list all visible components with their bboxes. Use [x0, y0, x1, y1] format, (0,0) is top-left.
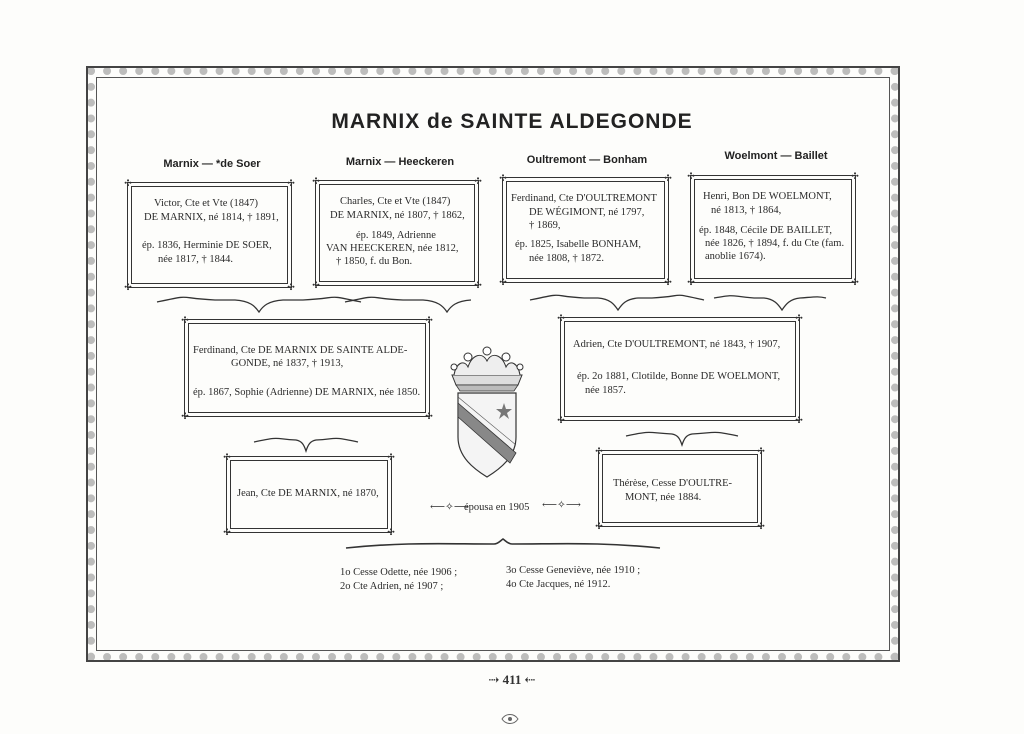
line: Jean, Cte DE MARNIX, né 1870, — [237, 488, 379, 499]
box-charles-de-marnix: ✣ ✣ ✣ ✣ Charles, Cte et Vte (1847) DE MARNIX, né 1807, † 1862, ép. 1849, Adrienne VAN HEECKEREN, née 1812, † 1850, f. du Bon. — [312, 176, 482, 290]
brace-marnix-pair — [155, 292, 475, 316]
header-marnix-de-soer: Marnix — *de Soer — [163, 158, 261, 170]
marriage-label: épousa en 1905 — [464, 502, 530, 513]
line: ép. 1836, Herminie DE SOER, — [142, 240, 272, 251]
box-ferdinand-de-marnix: ✣ ✣ ✣ ✣ Ferdinand, Cte DE MARNIX DE SAINTE ALDE- GONDE, né 1837, † 1913, ép. 1867, Sophie (Adrienne) DE MARNIX, née 1850. — [181, 315, 433, 421]
child-adrien: 2o Cte Adrien, né 1907 ; — [340, 581, 444, 592]
line: ép. 1849, Adrienne — [356, 230, 436, 241]
box-ferdinand-doultremont: ✣ ✣ ✣ ✣ Ferdinand, Cte D'OULTREMONT DE WÉGIMONT, né 1797, † 1869, ép. 1825, Isabelle BONHAM, née 1808, † 1872. — [499, 173, 672, 287]
box-adrien-doultremont: ✣ ✣ ✣ ✣ Adrien, Cte D'OULTREMONT, né 1843, † 1907, ép. 2o 1881, Clotilde, Bonne DE WOELMONT, née 1857. — [557, 313, 803, 425]
child-genevieve: 3o Cesse Geneviève, née 1910 ; — [506, 565, 641, 576]
brace-therese — [624, 428, 740, 448]
line: Ferdinand, Cte DE MARNIX DE SAINTE ALDE- — [193, 345, 408, 356]
child-jacques: 4o Cte Jacques, né 1912. — [506, 579, 611, 590]
footer-ornament-icon — [500, 712, 520, 726]
line: DE WÉGIMONT, né 1797, — [529, 207, 645, 218]
line: DE MARNIX, né 1807, † 1862, — [330, 210, 465, 221]
line: ép. 1825, Isabelle BONHAM, — [515, 239, 641, 250]
line: née 1826, † 1894, f. du Cte (fam. — [705, 238, 845, 249]
line: Victor, Cte et Vte (1847) — [154, 198, 259, 209]
brace-jean — [252, 434, 360, 454]
header-woelmont-baillet: Woelmont — Baillet — [724, 150, 828, 162]
line: Adrien, Cte D'OULTREMONT, né 1843, † 1907, — [573, 339, 781, 350]
page-number-value: 411 — [502, 672, 522, 687]
box-therese-doultremont: ✣ ✣ ✣ ✣ Thérèse, Cesse D'OULTRE- MONT, née 1884. — [595, 446, 765, 531]
page-number-ornament-left: ⇢ — [488, 672, 503, 687]
page-title: MARNIX de SAINTE ALDEGONDE — [331, 110, 693, 133]
header-oultremont-bonham: Oultremont — Bonham — [526, 154, 648, 166]
line: Ferdinand, Cte D'OULTREMONT — [511, 193, 657, 204]
coat-of-arms — [444, 345, 530, 483]
box-henri-de-woelmont: ✣ ✣ ✣ ✣ Henri, Bon DE WOELMONT, né 1813, † 1864, ép. 1848, Cécile DE BAILLET, née 1826, † 1894, f. du Cte (fam. anoblie 1674). — [687, 171, 859, 287]
line: né 1813, † 1864, — [711, 205, 782, 216]
box-victor-de-marnix: ✣ ✣ ✣ ✣ Victor, Cte et Vte (1847) DE MARNIX, né 1814, † 1891, ép. 1836, Herminie DE SOER, née 1817, † 1844. — [124, 178, 295, 292]
brace-children — [344, 538, 662, 554]
line: ép. 2o 1881, Clotilde, Bonne DE WOELMONT, — [577, 371, 781, 382]
marriage-ornament-left: ⟵✧⟶ — [430, 502, 469, 513]
box-jean-de-marnix: ✣ ✣ ✣ ✣ Jean, Cte DE MARNIX, né 1870, — [223, 452, 395, 537]
line: née 1817, † 1844. — [158, 254, 233, 265]
header-marnix-heeckeren: Marnix — Heeckeren — [345, 156, 455, 168]
line: Henri, Bon DE WOELMONT, — [703, 191, 832, 202]
line: DE MARNIX, né 1814, † 1891, — [144, 212, 279, 223]
line: VAN HEECKEREN, née 1812, — [326, 243, 459, 254]
line: anoblie 1674). — [705, 251, 766, 262]
line: née 1808, † 1872. — [529, 253, 604, 264]
marriage-ornament-right: ⟵✧⟶ — [542, 500, 581, 511]
brace-oultremont-pair — [528, 290, 828, 314]
line: † 1850, f. du Bon. — [336, 256, 413, 267]
line: Thérèse, Cesse D'OULTRE- — [613, 478, 733, 489]
line: GONDE, né 1837, † 1913, — [231, 358, 344, 369]
line: ép. 1848, Cécile DE BAILLET, — [699, 225, 833, 236]
page-number-ornament-right: ⇠ — [521, 672, 536, 687]
line: MONT, née 1884. — [625, 492, 702, 503]
child-odette: 1o Cesse Odette, née 1906 ; — [340, 567, 458, 578]
line: ép. 1867, Sophie (Adrienne) DE MARNIX, née 1850. — [193, 387, 421, 398]
line: Charles, Cte et Vte (1847) — [340, 196, 451, 207]
line: née 1857. — [585, 385, 626, 396]
page-number — [0, 672, 1024, 688]
line: † 1869, — [529, 220, 561, 231]
